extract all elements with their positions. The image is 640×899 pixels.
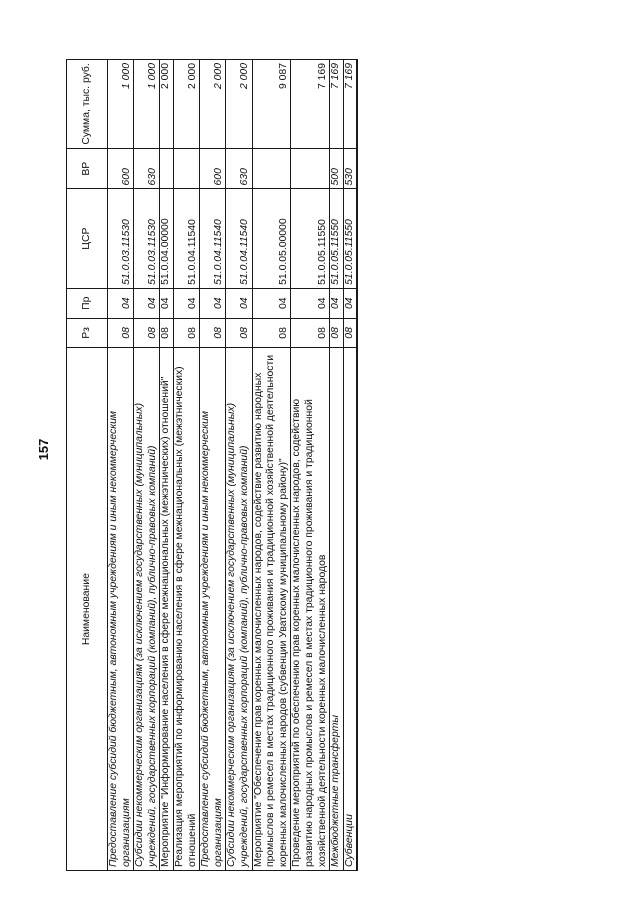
- row-rz: 08: [252, 318, 291, 348]
- row-name: Межбюджетные трансферты: [330, 348, 344, 871]
- row-rz: 08: [330, 318, 344, 348]
- row-csr: 51.0.05.11550: [343, 189, 357, 288]
- row-csr: 51.0.03.11530: [108, 189, 134, 288]
- row-csr: 51.0.04.00000: [160, 189, 174, 288]
- table-row: [134, 60, 160, 871]
- header-sum: Сумма, тыс. руб.: [67, 60, 108, 149]
- row-pr: 04: [160, 288, 174, 318]
- table-row: [200, 60, 226, 871]
- row-name: Предоставление субсидий бюджетным, автономным учреждениям и иным некоммерческим организациям: [200, 348, 226, 871]
- row-pr: 04: [291, 288, 330, 318]
- table-row: [226, 60, 252, 871]
- row-rz: 08: [343, 318, 357, 348]
- header-name: Наименование: [67, 348, 108, 871]
- row-pr: 04: [134, 288, 160, 318]
- row-rz: 08: [226, 318, 252, 348]
- row-vr: 600: [108, 148, 134, 189]
- row-name: Реализация мероприятий по информированию населения в сфере межнациональных (межэтнических) отношений: [173, 348, 199, 871]
- row-sum: 9 087: [252, 60, 291, 149]
- row-csr: 51.0.05.00000: [252, 189, 291, 288]
- row-pr: 04: [173, 288, 199, 318]
- row-sum: 7 169: [291, 60, 330, 149]
- row-rz: 08: [173, 318, 199, 348]
- row-csr: 51.0.05.11550: [330, 189, 344, 288]
- row-sum: 2 000: [226, 60, 252, 149]
- row-vr: 630: [134, 148, 160, 189]
- row-csr: 51.0.03.11530: [134, 189, 160, 288]
- row-vr: [173, 148, 199, 189]
- row-vr: 530: [343, 148, 357, 189]
- row-rz: 08: [200, 318, 226, 348]
- row-sum: 1 000: [108, 60, 134, 149]
- table-row: [252, 60, 291, 871]
- row-sum: 7 169: [343, 60, 357, 149]
- row-rz: 08: [108, 318, 134, 348]
- row-pr: 04: [108, 288, 134, 318]
- header-csr: ЦСР: [67, 189, 108, 288]
- row-pr: 04: [330, 288, 344, 318]
- row-vr: [291, 148, 330, 189]
- row-vr: 500: [330, 148, 344, 189]
- row-sum: 2 000: [160, 60, 174, 149]
- row-vr: 630: [226, 148, 252, 189]
- row-vr: 600: [200, 148, 226, 189]
- row-pr: 04: [226, 288, 252, 318]
- row-sum: 2 000: [173, 60, 199, 149]
- row-vr: [160, 148, 174, 189]
- row-name: Субвенции: [343, 348, 357, 871]
- page-number: 157: [36, 438, 51, 461]
- table-row: [343, 60, 357, 871]
- row-pr: 04: [343, 288, 357, 318]
- row-name: Проведение мероприятий по обеспечению прав коренных малочисленных народов, содействию развитию народных промыслов и ремесел в местах традиционного проживания и традиционной хозяйственной деятельности коренных малочисленных народов: [291, 348, 330, 871]
- table-row: [160, 60, 174, 871]
- row-pr: 04: [200, 288, 226, 318]
- row-rz: 08: [291, 318, 330, 348]
- row-pr: 04: [252, 288, 291, 318]
- table-row: [173, 60, 199, 871]
- header-rz: Рз: [67, 318, 108, 348]
- budget-table: [66, 59, 358, 871]
- header-pr: Пр: [67, 288, 108, 318]
- table-row: [108, 60, 134, 871]
- row-name: Мероприятие "Информирование населения в сфере межнациональных (межэтнических) отношений": [160, 348, 174, 871]
- row-name: Мероприятие "Обеспечение прав коренных малочисленных народов, содействие развитию народных промыслов и ремесел в местах традиционного проживания и традиционной хозяйственной деятельности коренных малочисленных народов (субвенции Уватскому муниципальному району)": [252, 348, 291, 871]
- row-name: Предоставление субсидий бюджетным, автономным учреждениям и иным некоммерческим организациям: [108, 348, 134, 871]
- row-csr: 51.0.04.11540: [226, 189, 252, 288]
- row-csr: 51.0.04.11540: [200, 189, 226, 288]
- row-csr: 51.0.05.11550: [291, 189, 330, 288]
- row-rz: 08: [134, 318, 160, 348]
- header-vr: ВР: [67, 148, 108, 189]
- row-name: Субсидии некоммерческим организациям (за исключением государственных (муниципальных) учреждений, государственных корпораций (компаний), публично-правовых компаний): [134, 348, 160, 871]
- row-name: Субсидии некоммерческим организациям (за исключением государственных (муниципальных) учреждений, государственных корпораций (компаний), публично-правовых компаний): [226, 348, 252, 871]
- row-sum: 1 000: [134, 60, 160, 149]
- row-vr: [252, 148, 291, 189]
- row-rz: 08: [160, 318, 174, 348]
- table-row: [291, 60, 330, 871]
- row-csr: 51.0.04.11540: [173, 189, 199, 288]
- row-sum: 2 000: [200, 60, 226, 149]
- table-header-row: [67, 60, 108, 871]
- table-row: [330, 60, 344, 871]
- row-sum: 7 169: [330, 60, 344, 149]
